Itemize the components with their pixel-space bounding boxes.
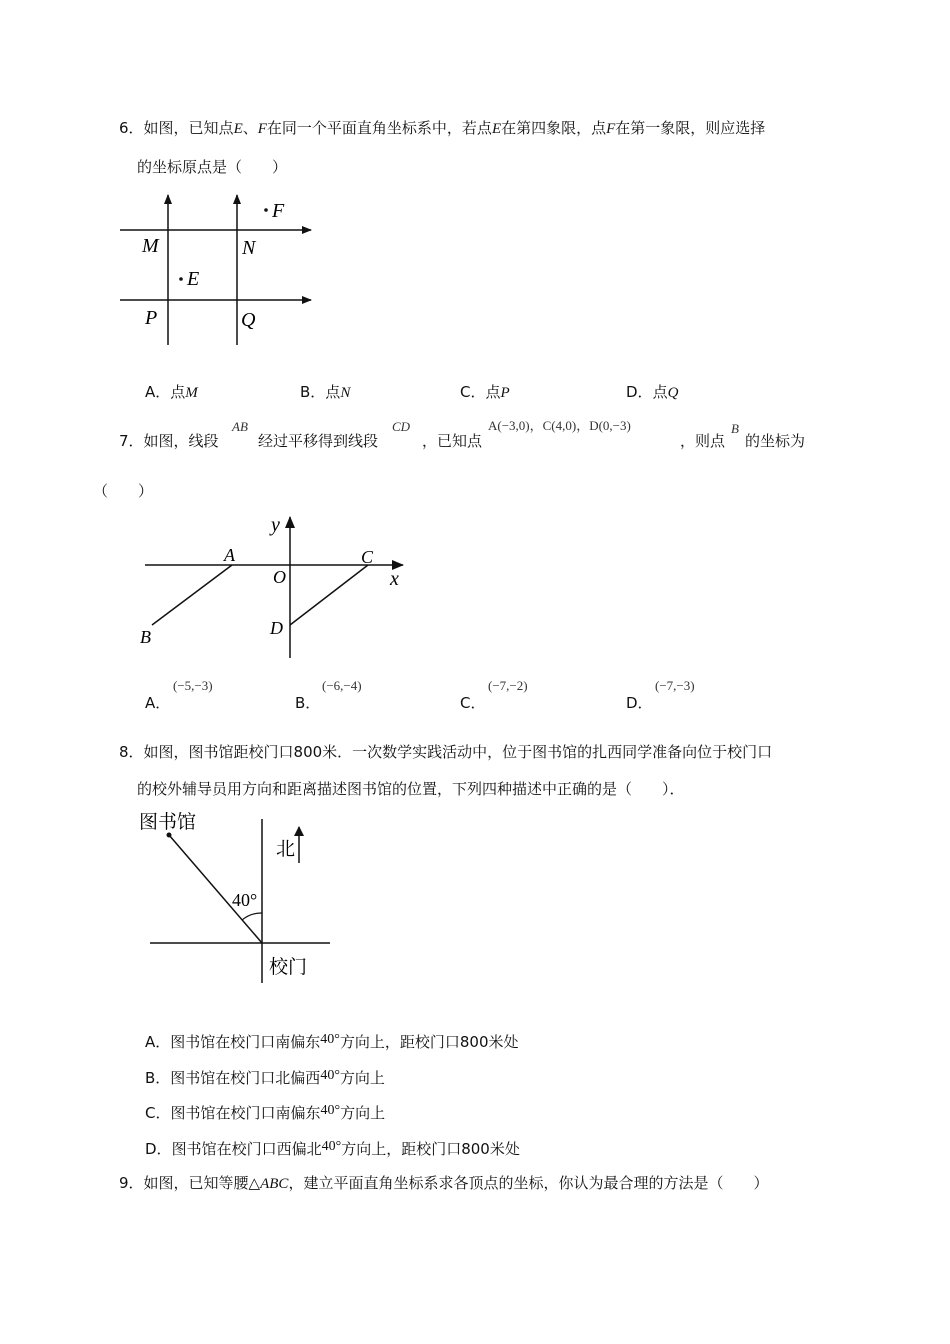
q7-option-b-value: (−6,−4) <box>322 678 362 693</box>
q7-label-b: B <box>140 627 151 647</box>
q7-cd: CD <box>392 419 411 434</box>
q6-label-e: E <box>187 268 200 290</box>
q7-paren: （ ） <box>93 482 154 500</box>
q6-figure <box>115 193 315 353</box>
q7-figure <box>140 515 410 665</box>
q7-option-a-value: (−5,−3) <box>173 678 213 693</box>
q6-label-m: M <box>142 235 159 257</box>
q6-option-b[interactable]: B．点N <box>300 383 351 401</box>
q8-angle-arc <box>242 913 262 920</box>
q6-point-f <box>264 208 268 212</box>
q7-ab: AB <box>232 419 248 434</box>
q8-line2: 的校外辅导员用方向和距离描述图书馆的位置，下列四种描述中正确的是（ ）． <box>137 780 685 798</box>
q6-point-e <box>179 277 183 281</box>
q6-label-q: Q <box>241 309 256 331</box>
q7-label-c: C <box>361 547 374 567</box>
q7-label-a: A <box>224 545 235 565</box>
q8-option-b[interactable]: B．图书馆在校门口北偏西40°方向上 <box>145 1068 385 1087</box>
q7-option-d[interactable]: D． <box>626 694 653 712</box>
q7-text5: 的坐标为 <box>745 432 806 450</box>
q7-text3: ，已知点 <box>422 432 483 450</box>
q8-library-line <box>169 835 262 943</box>
q8-label-angle: 40° <box>232 890 258 910</box>
q8-option-c[interactable]: C．图书馆在校门口南偏东40°方向上 <box>145 1103 386 1122</box>
q8-option-d[interactable]: D．图书馆在校门口西偏北40°方向上，距校门口800米处 <box>145 1139 520 1158</box>
q7-option-c-value: (−7,−2) <box>488 678 528 693</box>
q7-segment-cd <box>290 565 368 625</box>
q7-option-d-value: (−7,−3) <box>655 678 695 693</box>
q8-line1: 8．如图，图书馆距校门口800米．一次数学实践活动中，位于图书馆的扎西同学准备向位于校门口 <box>119 743 773 761</box>
q7-b: B <box>731 421 739 436</box>
q7-label-y: y <box>271 514 280 536</box>
q6-option-d[interactable]: D．点Q <box>626 383 679 401</box>
q7-option-c[interactable]: C． <box>460 694 486 712</box>
q7-text2: 经过平移得到线段 <box>258 432 379 450</box>
q8-library-point <box>167 833 172 838</box>
q7-label-d: D <box>270 618 283 638</box>
q7-points: A(−3,0)，C(4,0)，D(0,−3) <box>488 418 631 433</box>
q6-label-f: F <box>272 200 285 222</box>
q6-label-n: N <box>242 237 256 259</box>
q7-label-o: O <box>273 567 286 587</box>
q9-line1: 9．如图，已知等腰△ABC，建立平面直角坐标系求各顶点的坐标，你认为最合理的方法是（ ） <box>119 1174 769 1192</box>
q8-label-north: 北 <box>276 839 296 860</box>
q8-label-library: 图书馆 <box>139 812 197 833</box>
q7-option-b[interactable]: B． <box>295 694 321 712</box>
q6-number: 6． <box>119 119 144 137</box>
q6-option-a[interactable]: A．点M <box>145 383 198 401</box>
q8-figure <box>138 805 338 985</box>
q7-text4: ，则点 <box>680 432 726 450</box>
q6-line1: 6．如图，已知点E、F在同一个平面直角坐标系中，若点E在第四象限，点F在第一象限，则应选择 <box>119 119 766 137</box>
q8-option-a[interactable]: A．图书馆在校门口南偏东40°方向上，距校门口800米处 <box>145 1032 519 1051</box>
q6-label-p: P <box>145 307 158 329</box>
q7-label-x: x <box>390 568 399 590</box>
q6-line2: 的坐标原点是（ ） <box>137 158 288 176</box>
q7-option-a[interactable]: A． <box>145 694 171 712</box>
q7-num-text: 7．如图，线段 <box>119 432 219 450</box>
q8-label-gate: 校门 <box>269 957 308 978</box>
q6-option-c[interactable]: C．点P <box>460 383 510 401</box>
q7-segment-ab <box>152 565 232 625</box>
